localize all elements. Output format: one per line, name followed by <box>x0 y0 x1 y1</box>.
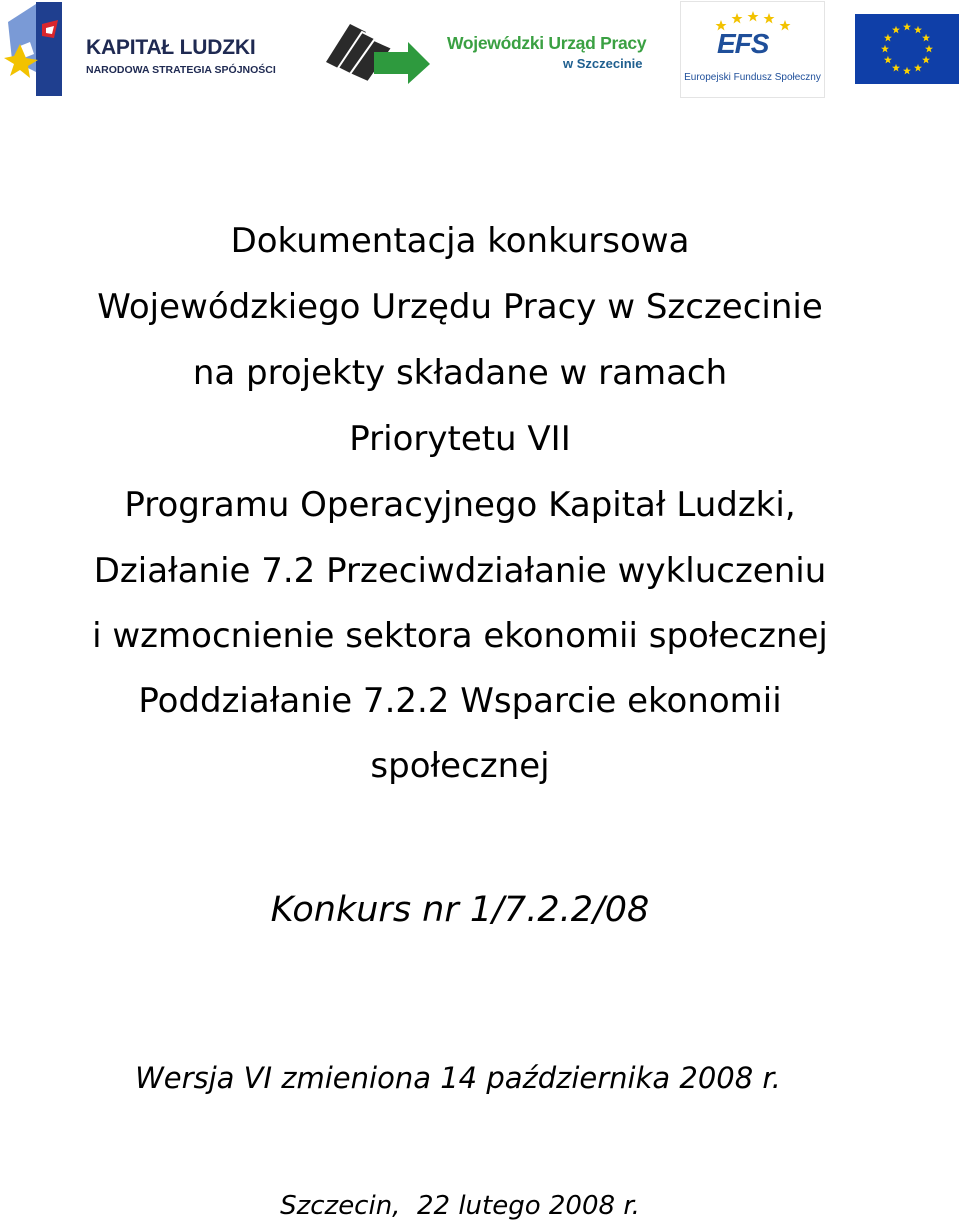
efs-logo <box>680 1 825 98</box>
title-line-8: Poddziałanie 7.2.2 Wsparcie ekonomii <box>138 681 782 721</box>
title-line-2: Wojewódzkiego Urzędu Pracy w Szczecinie <box>97 287 823 327</box>
title-line-7: i wzmocnienie sektora ekonomii społecznej <box>92 616 828 656</box>
wup-szczecin-logo <box>322 18 652 84</box>
title-line-4: Priorytetu VII <box>349 419 571 459</box>
contest-number: Konkurs nr 1/7.2.2/08 <box>270 890 650 930</box>
wup-city: w Szczecinie <box>563 56 643 71</box>
kapital-ludzki-emblem-icon <box>2 2 66 96</box>
version-note: Wersja VI zmieniona 14 października 2008 r. <box>135 1061 781 1095</box>
wup-emblem-icon <box>322 18 434 84</box>
wup-name: Wojewódzki Urząd Pracy <box>447 33 647 53</box>
title-line-6: Działanie 7.2 Przeciwdziałanie wykluczeniu <box>93 551 827 591</box>
efs-mark: EFS <box>717 28 769 59</box>
title-line-3: na projekty składane w ramach <box>192 353 728 393</box>
efs-caption: Europejski Fundusz Społeczny <box>684 72 821 83</box>
title-line-1: Dokumentacja konkursowa <box>230 221 690 261</box>
kapital-ludzki-title: KAPITAŁ LUDZKI <box>86 36 256 59</box>
kapital-ludzki-subtitle: NARODOWA STRATEGIA SPÓJNOŚCI <box>86 64 276 76</box>
logo-bar <box>0 0 960 100</box>
kapital-ludzki-logo <box>2 2 302 96</box>
eu-flag-icon <box>855 14 959 84</box>
title-line-5: Programu Operacyjnego Kapitał Ludzki, <box>124 485 796 525</box>
place-date: Szczecin, 22 lutego 2008 r. <box>280 1191 640 1221</box>
title-line-9: społecznej <box>370 746 550 786</box>
